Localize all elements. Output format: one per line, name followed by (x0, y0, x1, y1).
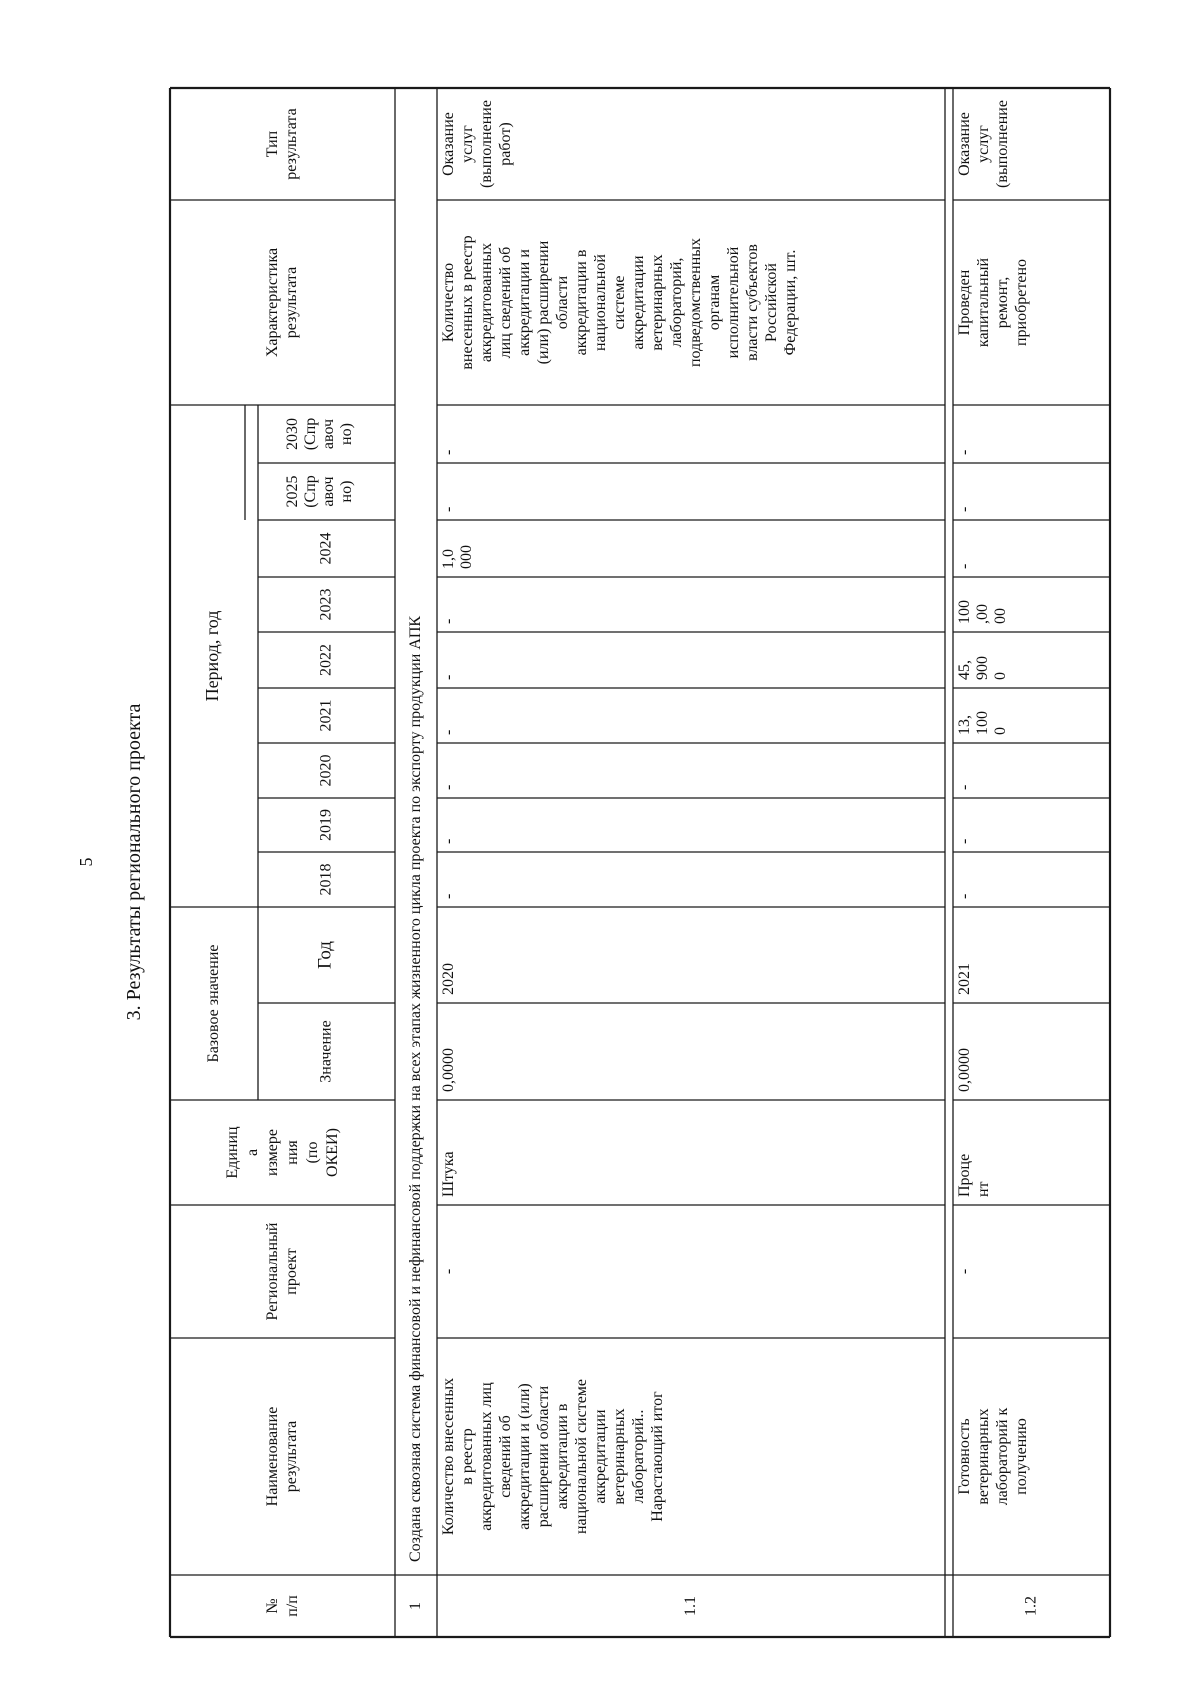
row-1-2-year-2021 (956, 711, 1009, 735)
row-1-2-type-line: Оказание (956, 112, 973, 176)
row-1-1-name-line: аккредитованных лиц (478, 1382, 495, 1531)
header-unit-line: ОКЕИ) (323, 1128, 341, 1177)
row-1-1-characteristic-line: власти субъектов (744, 244, 761, 361)
row-1-1-year-2024-line: 1,0 (440, 549, 457, 569)
row-1-1-characteristic-line: лабораторий, (668, 257, 685, 348)
row-1-1-year-2019 (440, 839, 457, 844)
row-1-1-year-2024 (440, 545, 475, 569)
row-1-1-regional-project-line: - (440, 1268, 457, 1275)
row-1-1-year-2019-line: - (440, 838, 457, 844)
row-1-2-characteristic-line: Проведен (956, 269, 973, 336)
header-period-line: Период, год (202, 610, 223, 702)
header-year-2025-line: 2025 (283, 475, 301, 508)
header-year-2030 (284, 418, 355, 451)
header-year-2030-line: но) (337, 423, 355, 445)
header-num-line: п/п (283, 1595, 301, 1617)
header-year-2025-line: авоч (319, 476, 337, 507)
row-1-1-characteristic-line: Федерации, шт. (782, 249, 799, 356)
row-1-1-base-year-line: 2020 (440, 963, 457, 995)
row-1-2-year-2021-line: 0 (992, 727, 1009, 735)
header-year-2022-line: 2022 (317, 644, 335, 676)
row-1-2-characteristic-line: капитальный (975, 257, 992, 348)
header-year-2020 (317, 755, 334, 787)
row-1-2-year-2018-line: - (956, 893, 973, 899)
row-1-2-name-line: ветеринарных (975, 1408, 992, 1505)
row-1-1-year-2018-line: - (440, 893, 457, 899)
row-1-2-regional-project-line: - (956, 1268, 973, 1275)
header-regional-project (264, 1222, 300, 1320)
header-num (264, 1595, 301, 1617)
row-1-1-name-line: ветеринарных (611, 1408, 628, 1505)
row-1-1-year-2022-line: - (440, 674, 457, 680)
header-year-2023 (317, 589, 334, 621)
header-year-2021 (317, 700, 334, 732)
row-1-1-characteristic-line: внесенных в реестр (459, 235, 476, 370)
row-1-1-characteristic (440, 235, 799, 369)
row-1-2-year-2022-line: 0 (992, 672, 1009, 680)
header-year-2025-line: но) (337, 480, 355, 503)
row-1-1-regional-project (440, 1269, 457, 1274)
header-base-value-year-line: Год (314, 941, 336, 969)
row-1-2-year-2030-line: - (956, 449, 973, 455)
row-1-1-characteristic-line: аккредитации (630, 255, 647, 350)
row-1-1-characteristic-line: органам (706, 274, 723, 331)
section-text-line: Создана сквозная система финансовой и нефинансовой поддержки на всех этапах жизненного цикла проекта по экспорту продукции АПК (407, 615, 425, 1562)
header-num-line: № (263, 1598, 281, 1614)
row-1-1-characteristic-line: ветеринарных (649, 254, 666, 351)
header-year-2018 (317, 864, 334, 896)
header-year-2023-line: 2023 (317, 588, 335, 621)
header-characteristic-line: результата (283, 266, 301, 339)
row-1-2-type (956, 100, 1011, 188)
row-1-2-year-2020-line: - (956, 784, 973, 790)
page-number: 5 (76, 857, 96, 867)
row-1-1-characteristic-line: системе (611, 275, 628, 330)
row-1-2-year-2023-line: 100 (956, 600, 973, 624)
row-1-1-name-line: сведений об (497, 1415, 514, 1498)
header-type (264, 108, 300, 179)
row-1-1-characteristic-line: аккредитованных (478, 242, 495, 363)
row-1-2-year-2021-line: 13, (956, 715, 973, 735)
row-1-1-characteristic-line: исполнительной (725, 246, 742, 359)
row-1-1-unit (440, 1151, 457, 1197)
row-1-1-year-2018 (440, 894, 457, 899)
row-1-1-characteristic-line: Российской (763, 263, 780, 342)
header-year-2030-line: (Спр (301, 417, 319, 451)
section-num-line: 1 (407, 1602, 425, 1610)
row-1-2-characteristic (956, 258, 1030, 348)
row-1-1-characteristic-line: национальной (592, 254, 609, 351)
row-1-1-characteristic-line: (или) расширении (535, 240, 552, 365)
row-1-1-name (440, 1378, 666, 1535)
header-year-2018-line: 2018 (317, 863, 335, 896)
row-1-2-num-line: 1.2 (1022, 1596, 1040, 1616)
row-1-2-name (956, 1407, 1030, 1505)
header-year-2022 (317, 644, 334, 676)
header-year-2030-line: 2030 (283, 418, 301, 450)
row-1-2-unit-line: нт (975, 1181, 992, 1197)
row-1-2-year-2021-line: 100 (974, 711, 991, 735)
row-1-1-base-value (440, 1048, 457, 1092)
row-1-1-year-2020-line: - (440, 784, 457, 790)
row-1-2-unit-line: Проце (956, 1153, 973, 1197)
header-year-2019 (317, 809, 334, 841)
row-1-1-year-2025-line: - (440, 506, 457, 512)
header-characteristic-line: Характеристика (264, 247, 282, 358)
row-1-1-year-2022 (440, 675, 457, 680)
row-1-2-type-line: (выполнение (994, 100, 1011, 188)
row-1-1-type-line: работ) (497, 122, 514, 166)
header-name (264, 1407, 300, 1507)
row-1-1-year-2020 (440, 785, 457, 790)
row-1-1-year-2024-line: 000 (458, 545, 475, 569)
row-1-1-num-line: 1.1 (682, 1596, 700, 1616)
row-1-2-year-2018 (956, 894, 973, 899)
row-1-2-year-2019-line: - (956, 838, 973, 844)
row-1-1-year-2023-line: - (440, 618, 457, 624)
header-unit-line: ния (283, 1140, 301, 1165)
row-1-2-year-2025 (956, 507, 973, 512)
row-1-1-year-2021-line: - (440, 729, 457, 735)
row-1-2-year-2024-line: - (956, 563, 973, 569)
header-base-value-year (315, 941, 336, 969)
row-1-2-unit (956, 1154, 992, 1197)
row-1-1-year-2030 (440, 450, 457, 455)
row-1-1-type-line: (выполнение (478, 100, 495, 188)
row-1-2-year-2030 (956, 450, 973, 455)
row-1-1-characteristic-line: Количество (440, 262, 457, 343)
row-1-1-year-2021 (440, 730, 457, 735)
header-characteristic (264, 248, 300, 357)
row-1-2-base-year-line: 2021 (956, 963, 973, 995)
row-1-2-year-2019 (956, 839, 973, 844)
row-1-2-year-2023 (956, 600, 1009, 624)
row-1-2-base-value-line: 0,0000 (956, 1048, 973, 1092)
header-base-value-line: Базовое значение (205, 944, 223, 1063)
header-year-2030-line: авоч (319, 418, 337, 450)
row-1-2-year-2025-line: - (956, 506, 973, 512)
row-1-1-name-line: аккредитации в (554, 1403, 571, 1510)
header-unit-line: (по (303, 1141, 321, 1164)
header-name-line: Наименование (264, 1406, 282, 1507)
row-1-1-type (440, 100, 514, 188)
row-1-1-characteristic-line: аккредитации в (573, 249, 590, 356)
row-1-1-name-line: лабораторий.. (630, 1409, 647, 1504)
row-1-2-characteristic-line: ремонт, (994, 276, 1011, 329)
header-base-value-value-line: Значение (317, 1020, 335, 1083)
row-1-1-base-value-line: 0,0000 (440, 1048, 457, 1092)
row-1-1-type-line: услуг (459, 125, 476, 163)
row-1-1-name-line: Нарастающий итог (649, 1391, 666, 1522)
row-1-2-year-2022-line: 900 (974, 656, 991, 680)
header-regional-project-line: Региональный (264, 1222, 282, 1321)
row-1-1-type-line: Оказание (440, 112, 457, 176)
header-name-line: результата (283, 1420, 301, 1493)
header-regional-project-line: проект (283, 1248, 301, 1295)
row-1-2-characteristic-line: приобретено (1013, 258, 1030, 347)
header-type-line: Тип (264, 130, 282, 158)
row-1-2-year-2020 (956, 785, 973, 790)
row-1-2-name-line: Готовность (956, 1418, 973, 1495)
row-1-1-name-line: национальной системе (573, 1378, 590, 1535)
row-1-1-characteristic-line: области (554, 275, 571, 330)
row-1-2-num (1023, 1596, 1040, 1616)
header-unit-line: измере (263, 1129, 281, 1176)
row-1-2-year-2022-line: 45, (956, 660, 973, 680)
row-1-1-year-2023 (440, 619, 457, 624)
row-1-1-name-line: в реестр (459, 1428, 476, 1485)
header-base-value-value (318, 1020, 335, 1082)
row-1-2-base-year (956, 963, 973, 995)
row-1-1-characteristic-line: подведомственных (687, 237, 704, 368)
header-year-2024 (317, 533, 334, 565)
row-1-2-year-2023-line: ,00 (974, 604, 991, 624)
header-unit-line: Единиц (223, 1126, 241, 1179)
section-text (407, 616, 424, 1562)
header-year-2024-line: 2024 (317, 532, 335, 565)
row-1-1-name-line: аккредитации и (или) (516, 1383, 533, 1530)
row-1-1-base-year (440, 963, 457, 995)
row-1-2-type-line: услуг (975, 125, 992, 163)
row-1-1-year-2030-line: - (440, 449, 457, 455)
row-1-1-num (682, 1596, 699, 1616)
table-cells (202, 100, 1040, 1617)
row-1-1-year-2025 (440, 507, 457, 512)
header-year-2021-line: 2021 (317, 699, 335, 732)
header-year-2019-line: 2019 (317, 809, 335, 841)
row-1-2-regional-project (956, 1269, 973, 1274)
header-base-value (205, 945, 222, 1063)
row-1-1-characteristic-line: аккредитации и (516, 249, 533, 356)
header-unit-line: а (243, 1148, 261, 1157)
row-1-2-base-value (956, 1048, 973, 1092)
header-year-2020-line: 2020 (317, 754, 335, 787)
header-year-2025-line: (Спр (301, 475, 319, 508)
page-title: 3. Результаты регионального проекта (123, 703, 145, 1021)
row-1-1-name-line: расширении области (535, 1385, 552, 1528)
row-1-2-year-2022 (956, 656, 1009, 680)
row-1-2-name-line: лабораторий к (994, 1407, 1011, 1506)
row-1-1-characteristic-line: лиц сведений об (497, 246, 514, 359)
row-1-2-name-line: получению (1013, 1418, 1030, 1495)
row-1-2-year-2023-line: 00 (992, 608, 1009, 624)
header-year-2025 (284, 475, 355, 508)
row-1-1-name-line: аккредитации (592, 1409, 609, 1504)
header-period (202, 611, 222, 702)
row-1-1-name-line: Количество внесенных (440, 1377, 457, 1536)
row-1-1-unit-line: Штука (440, 1151, 457, 1197)
header-type-line: результата (283, 108, 301, 180)
header-unit (224, 1126, 341, 1179)
row-1-2-year-2024 (956, 564, 973, 569)
section-num (407, 1602, 424, 1610)
